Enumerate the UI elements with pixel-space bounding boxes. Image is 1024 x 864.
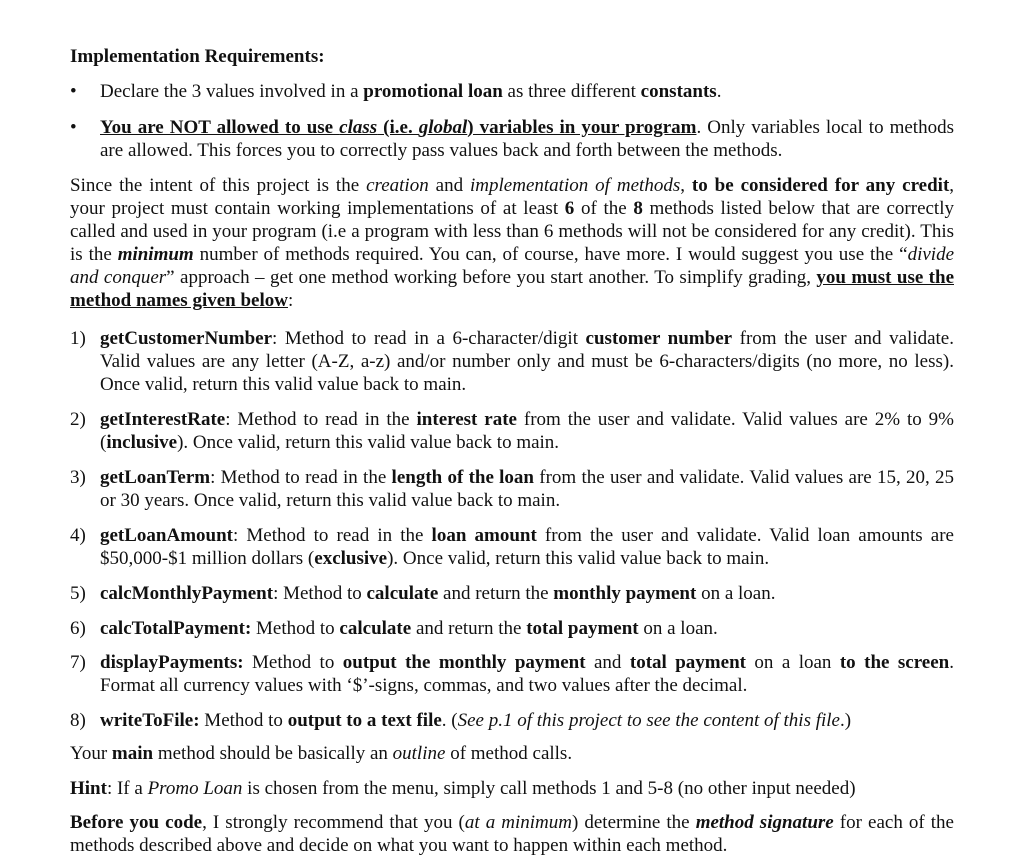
requirement-bullet-no-globals — [70, 116, 954, 162]
method-item-calc-total-payment: 6) calcTotalPayment: Method to calculate and return the total payment on a loan. — [70, 618, 718, 639]
requirement-bullet-constants — [70, 80, 954, 103]
method-item-write-to-file: 8) writeToFile: Method to output to a text file. (See p.1 of this project to see the content of this file.) — [70, 710, 852, 731]
item-number: 5) — [70, 583, 86, 604]
method-item-display-payments: 7) displayPayments: Method to output the monthly payment and total payment on a loan to the screen. Format all currency values with ‘$’-signs, commas, and two values after the decimal. — [70, 652, 954, 696]
hint-note: Hint: If a Promo Loan is chosen from the menu, simply call methods 1 and 5-8 (no other input needed) — [70, 778, 856, 799]
text: as three different — [502, 81, 641, 102]
method-item-get-loan-term: 3) getLoanTerm: Method to read in the length of the loan from the user and validate. Valid values are 15, 20, 25 or 30 years. Once valid, return this valid value back to main. — [70, 467, 954, 511]
method-item-get-customer-number: 1) getCustomerNumber: Method to read in a 6-character/digit customer number from the user and validate. Valid values are any letter (A-Z, a-z) and/or number only and must be 6-characters/digits (no more, no less). Once valid, return this valid value back to main. — [70, 328, 954, 395]
item-number: 7) — [70, 652, 86, 673]
text: . Only variables local to methods are allowed. This forces you to correctly pass values back and forth between the methods. — [100, 117, 954, 161]
method-name: calcTotalPayment: — [100, 618, 252, 639]
method-name: writeToFile: — [100, 710, 200, 731]
underlined-bold-text: You are NOT allowed to use class (i.e. global) variables in your program — [100, 117, 697, 138]
bullet-icon: • — [70, 117, 77, 138]
method-name: getLoanTerm — [100, 467, 211, 488]
bold-text: constants — [640, 81, 717, 102]
method-name: getLoanAmount — [100, 525, 234, 546]
item-number: 8) — [70, 710, 86, 731]
item-number: 1) — [70, 328, 86, 349]
main-method-note: Your main method should be basically an outline of method calls. — [70, 743, 573, 764]
bold-text: promotional loan — [363, 81, 503, 102]
item-number: 6) — [70, 618, 86, 639]
item-number: 3) — [70, 467, 86, 488]
text: Declare the 3 values involved in a — [100, 81, 364, 102]
method-name: calcMonthlyPayment — [100, 583, 274, 604]
item-number: 4) — [70, 525, 86, 546]
section-heading: Implementation Requirements: — [70, 46, 325, 67]
method-name: getCustomerNumber — [100, 328, 273, 349]
item-number: 2) — [70, 409, 86, 430]
bullet-icon: • — [70, 81, 77, 102]
method-item-calc-monthly-payment: 5) calcMonthlyPayment: Method to calculate and return the monthly payment on a loan. — [70, 583, 776, 604]
method-name: displayPayments: — [100, 652, 244, 673]
text: . — [716, 81, 722, 102]
method-name: getInterestRate — [100, 409, 226, 430]
method-item-get-interest-rate: 2) getInterestRate: Method to read in the interest rate from the user and validate. Valid values are 2% to 9% (inclusive). Once valid, return this valid value back to main. — [70, 409, 954, 453]
method-item-get-loan-amount: 4) getLoanAmount: Method to read in the loan amount from the user and validate. Valid loan amounts are $50,000-$1 million dollars (exclusive). Once valid, return this valid value back to main. — [70, 525, 954, 569]
before-you-code-note: Before you code, I strongly recommend that you (at a minimum) determine the method signature for each of the methods described above and decide on what you want to happen within each method. — [70, 812, 954, 856]
intro-paragraph: Since the intent of this project is the creation and implementation of methods, to be considered for any credit, your project must contain working implementations of at least 6 of the 8 methods listed below that are correctly called and used in your program (i.e a program with less than 6 methods will not be considered for any credit). This is the minimum number of methods required. You can, of course, have more. I would suggest you use the “divide and conquer” approach – get one method working before you start another. To simplify grading, you must use the method names given below: — [70, 175, 955, 311]
